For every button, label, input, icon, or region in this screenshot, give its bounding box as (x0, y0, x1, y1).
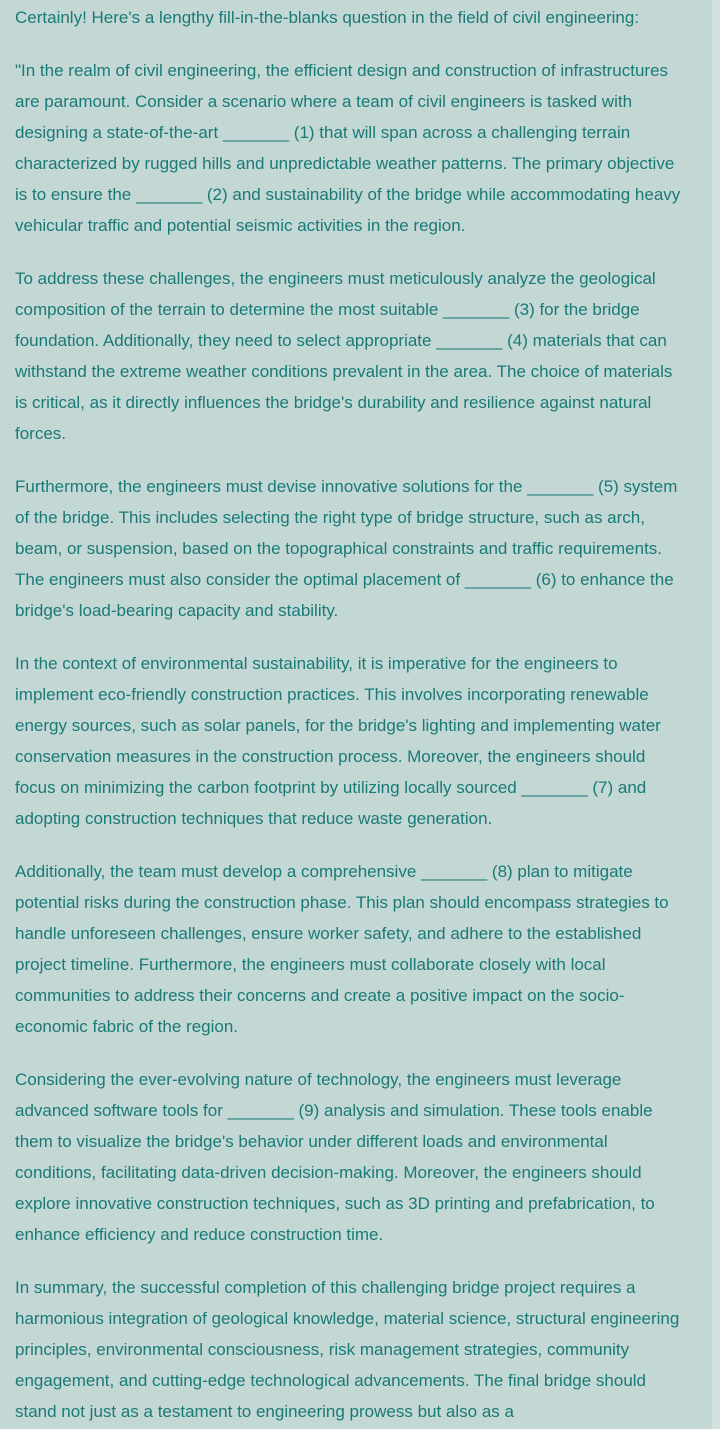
message-paragraph-4: In the context of environmental sustainability, it is imperative for the engineers to implement eco-friendly construction practices. This involves incorporating renewable energy sources, such as solar panels, for the bridge's lighting and implementing water conservation measures in the construction process. Moreover, the engineers should focus on minimizing the carbon footprint by utilizing locally sourced _______ (7) and adopting construction techniques that reduce waste generation. (15, 654, 661, 828)
message-paragraph-1: "In the realm of civil engineering, the efficient design and construction of infrastructures are paramount. Consider a scenario where a team of civil engineers is tasked with designing a state-of-the-art _______ (1) that will span across a challenging terrain characterized by rugged hills and unpredictable weather patterns. The primary objective is to ensure the _______ (2) and sustainability of the bridge while accommodating heavy vehicular traffic and potential seismic activities in the region. (15, 61, 681, 235)
message-paragraph-7: In summary, the successful completion of this challenging bridge project requires a harmonious integration of geological knowledge, material science, structural engineering principles, environmental consciousness, risk management strategies, community engagement, and cutting-edge technological advancements. The final bridge should stand not just as a testament to engineering prowess but also as a (15, 1278, 680, 1421)
message-intro: Certainly! Here's a lengthy fill-in-the-blanks question in the field of civil engineering: (15, 8, 640, 27)
message-paragraph-3: Furthermore, the engineers must devise innovative solutions for the _______ (5) system of the bridge. This includes selecting the right type of bridge structure, such as arch, beam, or suspension, based on the topographical constraints and traffic requirements. The engineers must also consider the optimal placement of _______ (6) to enhance the bridge's load-bearing capacity and stability. (15, 477, 678, 620)
message-paragraph-2: To address these challenges, the engineers must meticulously analyze the geological composition of the terrain to determine the most suitable _______ (3) for the bridge foundation. Additionally, they need to select appropriate _______ (4) materials that can withstand the extreme weather conditions prevalent in the area. The choice of materials is critical, as it directly influences the bridge's durability and resilience against natural forces. (15, 269, 673, 443)
message-paragraph-5: Additionally, the team must develop a comprehensive _______ (8) plan to mitigate potential risks during the construction phase. This plan should encompass strategies to handle unforeseen challenges, ensure worker safety, and adhere to the established project timeline. Furthermore, the engineers must collaborate closely with local communities to address their concerns and create a positive impact on the socio-economic fabric of the region. (15, 862, 669, 1036)
scrollbar[interactable] (712, 0, 720, 1429)
message-paragraph-6: Considering the ever-evolving nature of technology, the engineers must leverage advanced software tools for _______ (9) analysis and simulation. These tools enable them to visualize the bridge's behavior under different loads and environmental conditions, facilitating data-driven decision-making. Moreover, the engineers should explore innovative construction techniques, such as 3D printing and prefabrication, to enhance efficiency and reduce construction time. (15, 1070, 655, 1244)
